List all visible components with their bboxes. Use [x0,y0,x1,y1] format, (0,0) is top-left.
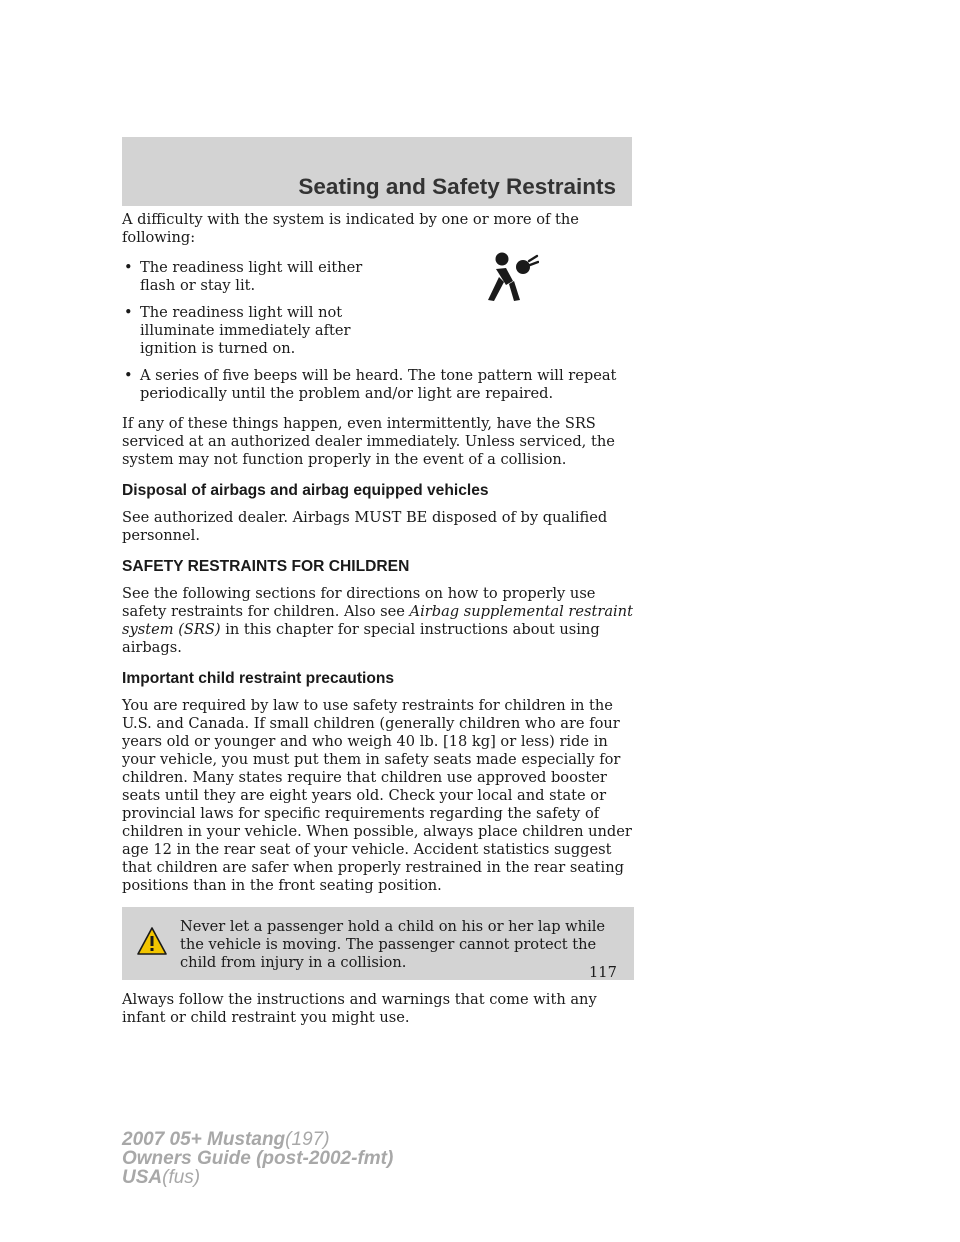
warning-box [122,907,634,980]
precautions-paragraph: You are required by law to use safety restraints for children in the U.S. and Canada. If small children (generally children who are four years old or younger and who weigh 40 lb. [18 kg] or less) ride in your vehicle, you must put them in safety seats made especially for children. Many states require that children use approved booster seats until they are eight years old. Check your local and state or provincial laws for specific requirements regarding the safety of children in your vehicle. When possible, always place children under age 12 in the rear seat of your vehicle. Accident statistics suggest that children are safer when properly restrained in the rear seating positions than in the front seating position. [122,697,632,894]
warning-text: Never let a passenger hold a child on his or her lap while the vehicle is moving. The passenger cannot protect the child from injury in a collision. [180,918,606,971]
section-title: Seating and Safety Restraints [298,174,616,199]
footer-model-code: (197) [285,1129,330,1150]
footer-market: USA [122,1167,163,1188]
footer [122,1130,393,1187]
footer-line-3 [122,1168,393,1187]
list-item: • A series of five beeps will be heard. The tone pattern will repeat periodically until the problem and/or light are repaired. [122,367,634,403]
footer-model: 2007 05+ Mustang [122,1129,286,1150]
footer-market-code: (fus) [162,1167,201,1188]
srs-service-paragraph: If any of these things happen, even intermittently, have the SRS serviced at an authorized dealer immediately. Unless serviced, the system may not function properly in the event of a collision. [122,415,615,468]
list-item: • The readiness light will either flash or stay lit. [122,259,370,295]
children-text-before: See the following sections for directions on how to properly use safety restraints for children. Also see [122,585,596,620]
footer-line-1 [122,1130,393,1149]
srs-reference-link: Airbag supplemental restraint system (SRS) [122,603,633,638]
footer-line-2: Owners Guide (post-2002-fmt) [122,1148,394,1169]
list-item: • The readiness light will not illuminate immediately after ignition is turned on. [122,304,370,358]
difficulty-list [122,259,634,403]
children-heading: SAFETY RESTRAINTS FOR CHILDREN [122,558,410,575]
page-number: 117 [589,964,617,981]
airbag-warning-icon [483,250,539,302]
children-text-after: in this chapter for special instructions about using airbags. [122,621,600,656]
disposal-heading: Disposal of airbags and airbag equipped vehicles [122,482,489,499]
children-paragraph [122,585,634,657]
precautions-heading: Important child restraint precautions [122,670,395,687]
disposal-paragraph: See authorized dealer. Airbags MUST BE disposed of by qualified personnel. [122,509,608,544]
warning-triangle-icon [136,926,168,956]
page-content [122,211,634,1039]
closing-paragraph: Always follow the instructions and warnings that come with any infant or child restraint you might use. [122,991,597,1026]
intro-paragraph: A difficulty with the system is indicated by one or more of the following: [122,211,579,246]
section-header-band [122,137,632,206]
